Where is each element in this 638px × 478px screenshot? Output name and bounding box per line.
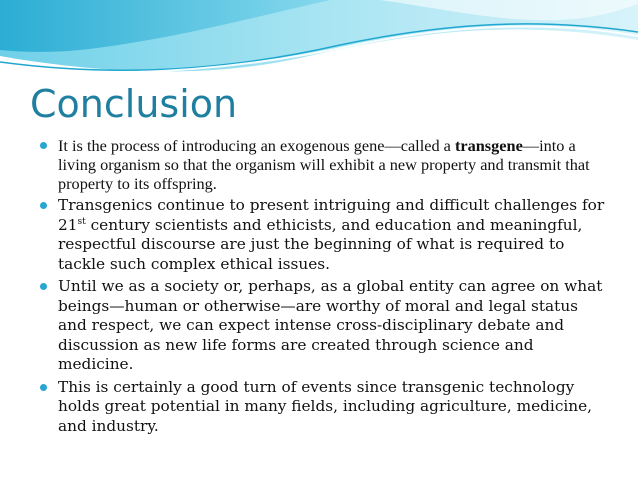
slide-title: Conclusion <box>30 82 238 126</box>
bullet-text-part: It is the process of introducing an exogenous gene—called a <box>58 136 455 155</box>
bullet-text <box>58 196 610 274</box>
bullet-text: This is certainly a good turn of events since transgenic technology holds great potential in many fields, including agriculture, medicine, and industry. <box>58 377 593 435</box>
bullet-item <box>40 136 610 193</box>
bullet-item <box>40 277 610 375</box>
bullet-item <box>40 378 610 437</box>
bullet-dot-icon <box>40 142 47 149</box>
bullet-item <box>40 196 610 274</box>
bullet-text <box>58 136 610 193</box>
bullet-text-part: —into a living organism so that the organism will exhibit a new property and transmit that property to its offspring. <box>58 136 590 193</box>
ordinal-superscript: st <box>77 216 86 227</box>
bullet-bold-term: transgene <box>454 136 523 155</box>
bullet-text-part: century scientists and ethicists, and education and meaningful, respectful discourse are just the beginning of what is required to tackle such complex ethical issues. <box>58 215 583 273</box>
bullet-text-part: Transgenics continue to present intriguing and difficult challenges for 21 <box>58 196 605 234</box>
bullet-dot-icon <box>40 283 47 290</box>
bullet-list <box>40 136 610 439</box>
bullet-dot-icon <box>40 384 47 391</box>
header-wave-decoration <box>0 0 638 80</box>
bullet-text: Until we as a society or, perhaps, as a global entity can agree on what beings—human or otherwise—are worthy of moral and legal status and respect, we can expect intense cross-disciplinary debate and discussion as new life forms are created through science and medicine. <box>58 277 603 373</box>
bullet-dot-icon <box>40 202 47 209</box>
